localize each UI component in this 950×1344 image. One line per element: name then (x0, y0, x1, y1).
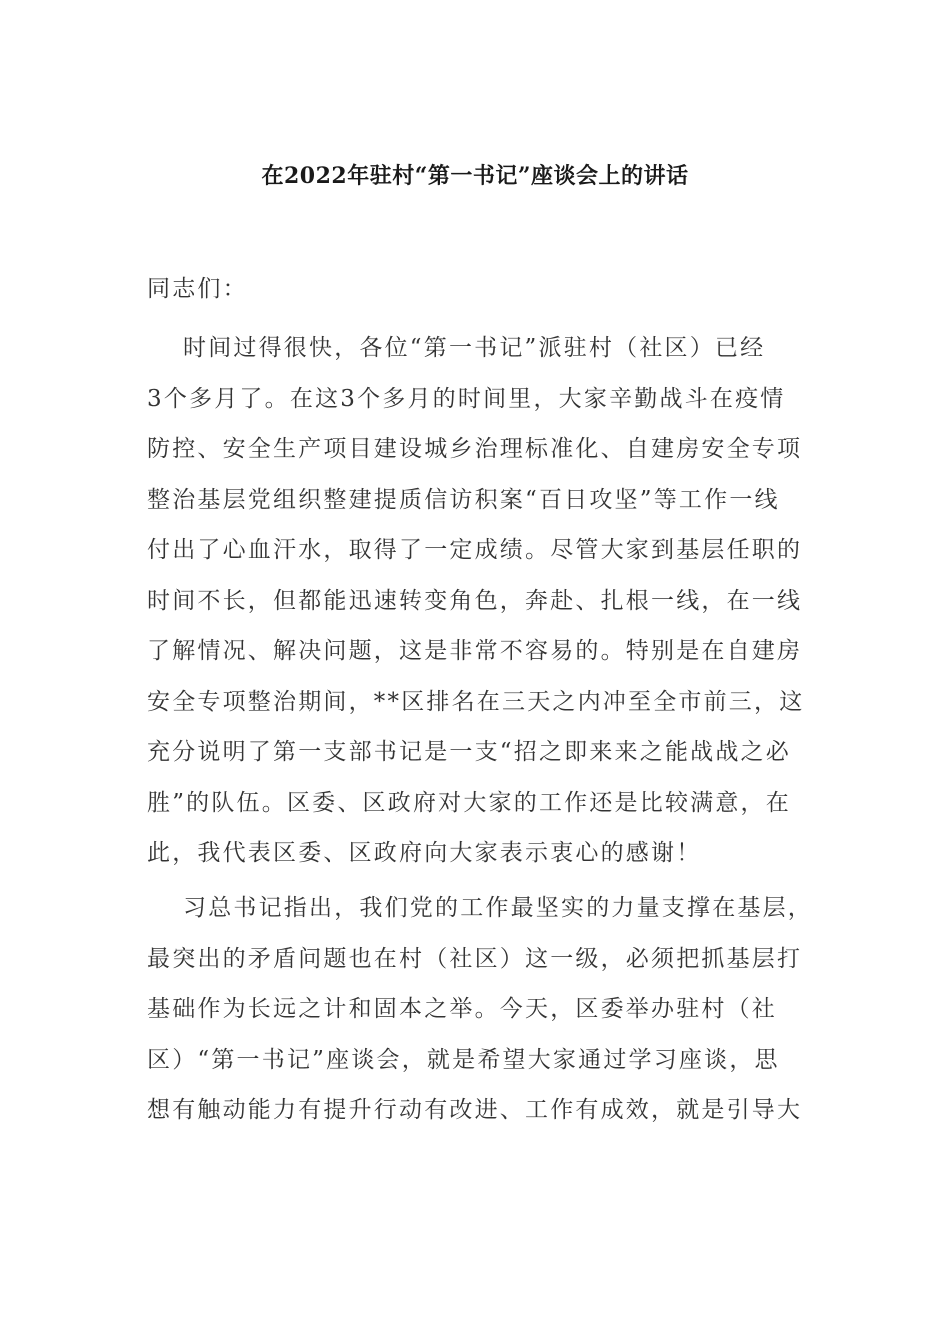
paragraph-2 (147, 883, 813, 1136)
paragraph-line: 此，我代表区委、区政府向大家表示衷心的感谢！ (147, 840, 702, 866)
paragraph-line: 整治基层党组织整建提质信访积案“百日攻坚”等工作一线 (147, 486, 780, 513)
paragraph-line: 习总书记指出，我们党的工作最坚实的力量支撑在基层， (183, 895, 813, 921)
paragraph-line: 了解情况、解决问题，这是非常不容易的。特别是在自建房 (147, 638, 803, 664)
document-title: 在2022年驻村“第一书记”座谈会上的讲话 (261, 163, 689, 189)
paragraph-line: 充分说明了第一支部书记是一支“招之即来来之能战战之必 (147, 739, 791, 765)
paragraph-1 (147, 323, 813, 879)
paragraph-line: 最突出的矛盾问题也在村（社区）这一级，必须把抓基层打 (147, 945, 803, 972)
paragraph-line: 时间过得很快，各位“第一书记”派驻村（社区）已经 (183, 335, 766, 361)
paragraph-line: 3个多月了。在这3个多月的时间里，大家辛勤战斗在疫情 (147, 385, 786, 412)
paragraph-line: 想有触动能力有提升行动有改进、工作有成效，就是引导大 (147, 1097, 803, 1123)
paragraph-line: 防控、安全生产项目建设城乡治理标准化、自建房安全专项 (147, 436, 803, 462)
paragraph-line: 区）“第一书记”座谈会，就是希望大家通过学习座谈，思 (147, 1046, 780, 1073)
paragraph-line: 付出了心血汗水，取得了一定成绩。尽管大家到基层任职的 (147, 537, 803, 563)
paragraph-line: 安全专项整治期间，**区排名在三天之内冲至全市前三，这 (147, 688, 805, 715)
salutation: 同志们： (147, 276, 248, 302)
paragraph-line: 胜”的队伍。区委、区政府对大家的工作还是比较满意，在 (147, 789, 791, 816)
paragraph-line: 基础作为长远之计和固本之举。今天，区委举办驻村（社 (147, 996, 777, 1022)
paragraph-line: 时间不长，但都能迅速转变角色，奔赴、扎根一线，在一线 (147, 587, 803, 614)
